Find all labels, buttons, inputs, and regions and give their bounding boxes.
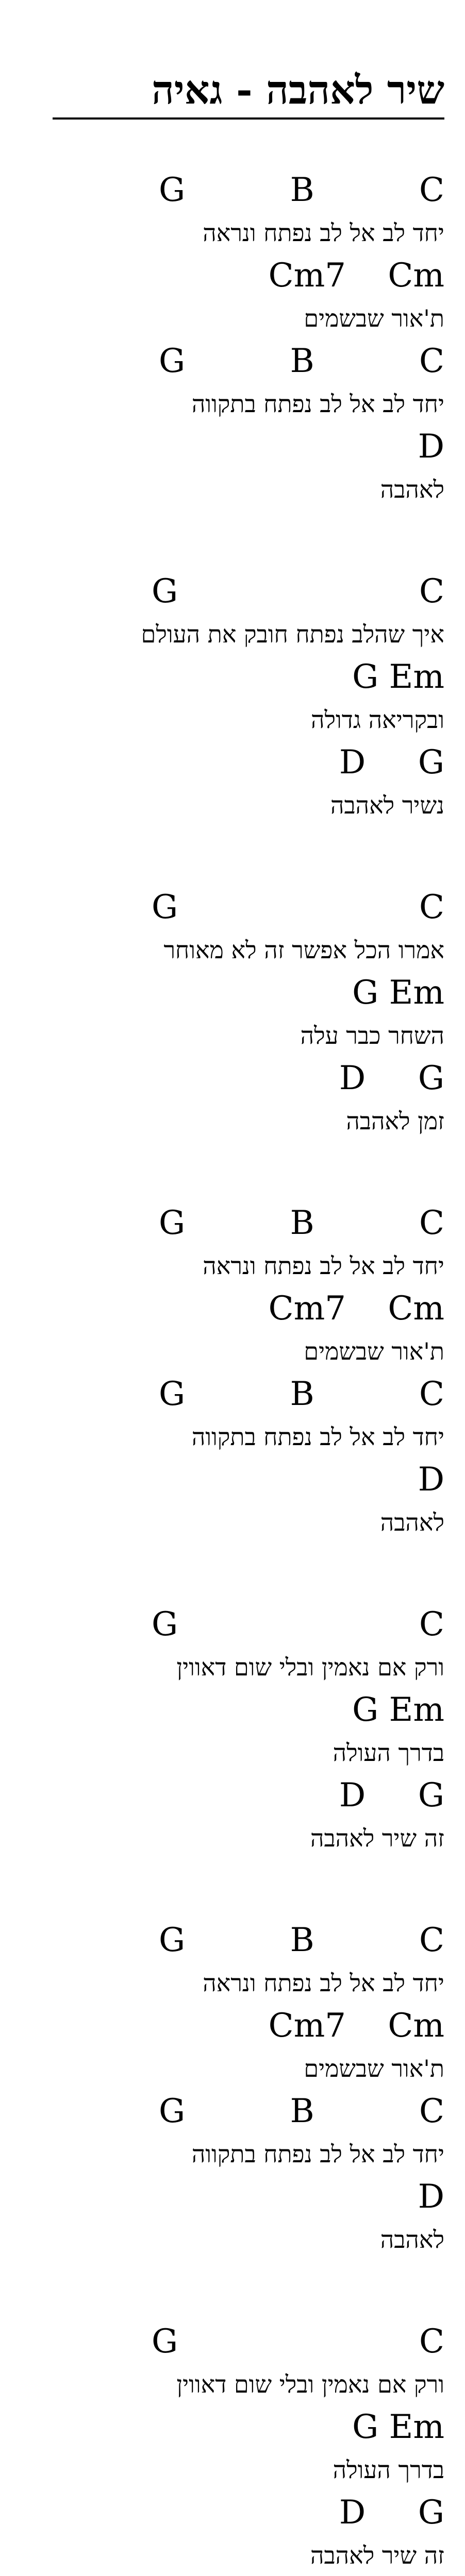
lyric-line: לאהבה <box>380 1509 444 1536</box>
chord-line: G C <box>152 572 444 611</box>
song-section <box>0 1920 465 2262</box>
lyric-line: בדרך העולה <box>333 2456 444 2484</box>
chord-line: G Em <box>352 658 444 696</box>
chord-line: G B C <box>159 342 444 380</box>
song-section <box>0 887 465 1144</box>
chord-line: G C <box>152 1605 444 1643</box>
lyric-line: יחד לב אל לב נפתח בתקווה <box>191 390 444 418</box>
lyric-line: בדרך העולה <box>333 1739 444 1767</box>
lyric-line: לאהבה <box>380 476 444 503</box>
chord-line: Cm7 Cm <box>268 257 444 295</box>
chord-line: D G <box>339 1776 444 1815</box>
lyric-line: יחד לב אל לב נפתח ונראה <box>203 219 444 247</box>
lyric-line: ובקריאה גדולה <box>311 706 444 734</box>
lyric-line: יחד לב אל לב נפתח ונראה <box>203 1252 444 1280</box>
chord-line: Cm7 Cm <box>268 1290 444 1328</box>
chord-line: D <box>418 2178 444 2216</box>
song-section <box>0 1604 465 1861</box>
song-section <box>0 571 465 828</box>
lyric-line: איך שהלב נפתח חובק את העולם <box>141 620 444 648</box>
song-section <box>0 1203 465 1545</box>
song-sheet <box>0 170 465 2576</box>
chord-line: D <box>418 1461 444 1499</box>
lyric-line: ורק אם נאמין ובלי שום דאווין <box>176 1653 444 1681</box>
song-title: שיר לאהבה - גאיה <box>152 67 444 113</box>
lyric-line: זמן לאהבה <box>346 1107 444 1135</box>
lyric-line: נשיר לאהבה <box>330 791 444 819</box>
lyric-line: לאהבה <box>380 2226 444 2253</box>
chord-line: Cm7 Cm <box>268 2007 444 2045</box>
chord-line: D G <box>339 1059 444 1097</box>
chord-line: G B C <box>159 171 444 209</box>
chord-line: G Em <box>352 2408 444 2446</box>
chord-line: D <box>418 428 444 466</box>
song-section <box>0 2321 465 2576</box>
chord-line: G Em <box>352 1691 444 1729</box>
chord-line: G C <box>152 888 444 926</box>
chord-line: G B C <box>159 2092 444 2130</box>
chord-line: G B C <box>159 1204 444 1242</box>
lyric-line: השחר כבר עלה <box>300 1022 444 1049</box>
chord-line: G B C <box>159 1921 444 1959</box>
chord-line: G C <box>152 2323 444 2361</box>
lyric-line: ת'אור שבשמים <box>304 2055 444 2082</box>
lyric-line: יחד לב אל לב נפתח בתקווה <box>191 2140 444 2168</box>
lyric-line: ורק אם נאמין ובלי שום דאווין <box>176 2370 444 2398</box>
lyric-line: ת'אור שבשמים <box>304 304 444 332</box>
chord-line: D G <box>339 2494 444 2532</box>
song-section <box>0 170 465 512</box>
chord-line: D G <box>339 743 444 782</box>
lyric-line: זה שיר לאהבה <box>310 1824 444 1852</box>
lyric-line: זה שיר לאהבה <box>310 2541 444 2569</box>
lyric-line: יחד לב אל לב נפתח בתקווה <box>191 1423 444 1451</box>
lyric-line: יחד לב אל לב נפתח ונראה <box>203 1969 444 1997</box>
lyric-line: אמרו הכל אפשר זה לא מאוחר <box>163 936 444 964</box>
title-underline <box>53 117 444 120</box>
chord-line: G Em <box>352 974 444 1012</box>
lyric-line: ת'אור שבשמים <box>304 1337 444 1365</box>
chord-line: G B C <box>159 1375 444 1413</box>
